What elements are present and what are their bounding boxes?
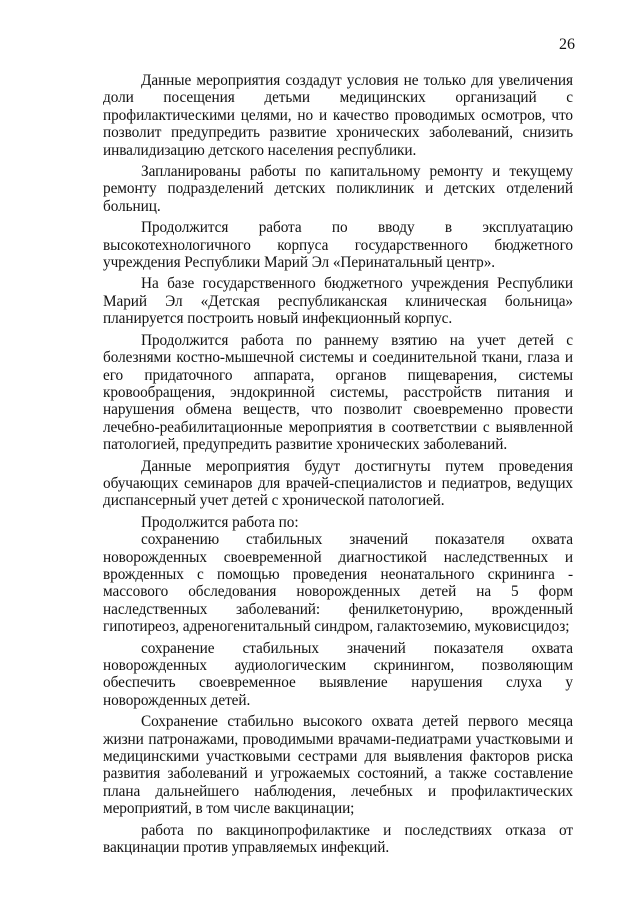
paragraph-5: Продолжится работа по раннему взятию на учет детей с болезнями костно-мышечной системы и соединительной ткани, глаза и его придаточного аппарата, органов пищеварения, системы кровообращения, эндокринной системы, расстройств питания и нарушения обмена веществ, что позволит своевременно провести лечебно-реабилитационные мероприятия в соответствии с выявленной патологией, предупредить развитие хронических заболеваний. <box>103 331 573 454</box>
paragraph-7: Продолжится работа по: <box>141 513 299 531</box>
paragraph-8: сохранению стабильных значений показателя охвата новорожденных своевременной диагностикой наследственных и врожденных с помощью проведения неонатального скрининга - массового обследования новорожденных детей на 5 форм наследственных заболеваний: фенилкетонурию, врожденный гипотиреоз, адреногенитальный синдром, галактоземию, муковисцидоз; <box>103 531 573 636</box>
paragraph-3: Продолжится работа по вводу в эксплуатацию высокотехнологичного корпуса государственного бюджетного учреждения Республики Марий Эл «Перинатальный центр». <box>103 219 573 272</box>
paragraph-10: Сохранение стабильно высокого охвата детей первого месяца жизни патронажами, проводимыми врачами-педиатрами участковыми и медицинскими участковыми сестрами для выявления факторов риска развития заболеваний и угрожаемых состояний, а также составление плана дальнейшего наблюдения, лечебных и профилактических мероприятий, в том числе вакцинации; <box>103 713 573 818</box>
paragraph-2: Запланированы работы по капитальному ремонту и текущему ремонту подразделений детских поликлиник и детских отделений больниц. <box>103 163 573 215</box>
paragraph-11: работа по вакцинопрофилактике и последствиях отказа от вакцинации против управляемых инфекций. <box>103 821 573 857</box>
paragraph-9: сохранение стабильных значений показателя охвата новорожденных аудиологическим скринингом, позволяющим обеспечить своевременное выявление нарушения слуха у новорожденных детей. <box>103 639 573 709</box>
paragraph-4: На базе государственного бюджетного учреждения Республики Марий Эл «Детская республиканская клиническая больница» планируется построить новый инфекционный корпус. <box>103 275 573 328</box>
paragraph-1: Данные мероприятия создадут условия не только для увеличения доли посещения детьми медицинских организаций с профилактическими целями, но и качество проводимых осмотров, что позволит предупредить развитие хронических заболеваний, снизить инвалидизацию детского населения республики. <box>103 72 573 159</box>
page-number: 26 <box>559 36 575 53</box>
paragraph-6: Данные мероприятия будут достигнуты путем проведения обучающих семинаров для врачей-специалистов и педиатров, ведущих диспансерный учет детей с хронической патологией. <box>103 457 573 510</box>
document-body <box>103 72 573 856</box>
